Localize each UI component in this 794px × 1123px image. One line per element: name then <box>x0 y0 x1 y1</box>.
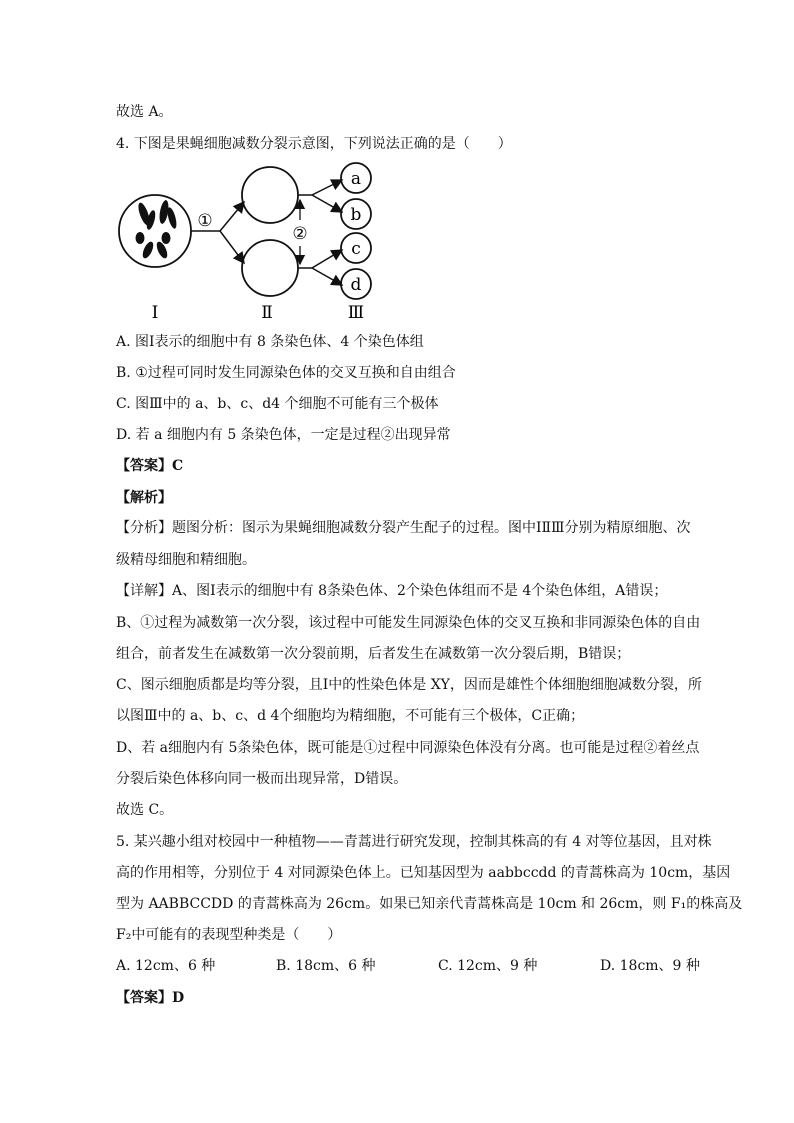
cell-c-label: c <box>351 239 361 259</box>
step-2-label: ② <box>292 224 308 244</box>
cell-a-label: a <box>350 169 362 189</box>
q4-detail-d-line2: 分裂后染色体移向同一极而出现异常，D错误。 <box>116 771 408 787</box>
q5-option-a: A. 12cm、6 种 <box>116 958 216 974</box>
q4-detail-b-line2: 组合，前者发生在减数第一次分裂前期，后者发生在减数第一次分裂后期，B错误； <box>116 646 631 662</box>
q4-analysis-line1: 【分析】题图分析：图示为果蝇细胞减数分裂产生配子的过程。图中ⅠⅡⅢ分别为精原细胞、次 <box>116 520 691 536</box>
q4-option-c: C. 图Ⅲ中的 a、b、c、d4 个细胞不可能有三个极体 <box>116 396 439 412</box>
q4-detail-c-line1: C、图示细胞质都是均等分裂，且Ⅰ中的性染色体是 XY，因而是雄性个体细胞细胞减数分裂，所 <box>116 677 702 693</box>
cell-d-label: d <box>350 275 362 295</box>
stage-III-label: Ⅲ <box>347 303 365 323</box>
q4-option-d: D. 若 a 细胞内有 5 条染色体，一定是过程②出现异常 <box>116 427 451 443</box>
q5-answer: 【答案】D <box>116 990 185 1006</box>
q4-detail-a: 【详解】A、图Ⅰ表示的细胞中有 8条染色体、2个染色体组而不是 4个染色体组，A错误； <box>116 583 668 599</box>
q4-option-b: B. ①过程可同时发生同源染色体的交叉互换和自由组合 <box>116 365 456 381</box>
chromosomes-icon <box>136 199 179 259</box>
cell-I <box>119 195 191 267</box>
q4-detail-b-line1: B、①过程为减数第一次分裂，该过程中可能发生同源染色体的交叉互换和非同源染色体的自由 <box>116 615 701 631</box>
meiosis-diagram <box>110 160 390 325</box>
question-5-stem-line3: 型为 AABBCCDD 的青蒿株高为 26cm。如果已知亲代青蒿株高是 10cm 和 26cm，则 F₁的株高及 <box>116 896 743 912</box>
question-5-stem-line1: 5. 某兴趣小组对校园中一种植物——青蒿进行研究发现，控制其株高的有 4 对等位基因，且对株 <box>116 834 712 850</box>
cell-b-label: b <box>350 205 362 225</box>
q4-detail-d-line1: D、若 a细胞内有 5条染色体，既可能是①过程中同源染色体没有分离。也可能是过程②着丝点 <box>116 740 700 756</box>
prev-answer-conclusion: 故选 A。 <box>116 104 173 120</box>
question-5-stem-line4: F₂中可能有的表现型种类是（ ） <box>116 927 342 943</box>
q4-analysis-line2: 级精母细胞和精细胞。 <box>116 552 256 568</box>
stage-II-label: Ⅱ <box>261 303 273 323</box>
question-4-stem: 4. 下图是果蝇细胞减数分裂示意图，下列说法正确的是（ ） <box>116 136 512 152</box>
q4-answer: 【答案】C <box>116 458 184 474</box>
cell-II-top <box>242 167 298 223</box>
q4-explanation-heading: 【解析】 <box>116 490 172 506</box>
q4-detail-c-line2: 以图Ⅲ中的 a、b、c、d 4个细胞均为精细胞，不可能有三个极体，C正确； <box>116 708 585 724</box>
q5-option-d: D. 18cm、9 种 <box>600 958 700 974</box>
question-5-stem-line2: 高的作用相等，分别位于 4 对同源染色体上。已知基因型为 aabbccdd 的青蒿株高为 10cm，基因 <box>116 865 731 881</box>
cell-II-bottom <box>242 240 298 296</box>
q4-option-a: A. 图Ⅰ表示的细胞中有 8 条染色体、4 个染色体组 <box>116 334 424 350</box>
q5-option-b: B. 18cm、6 种 <box>276 958 376 974</box>
q4-conclusion: 故选 C。 <box>116 802 174 818</box>
step-1-label: ① <box>197 211 213 231</box>
stage-I-label: Ⅰ <box>151 303 159 323</box>
q5-option-c: C. 12cm、9 种 <box>438 958 538 974</box>
